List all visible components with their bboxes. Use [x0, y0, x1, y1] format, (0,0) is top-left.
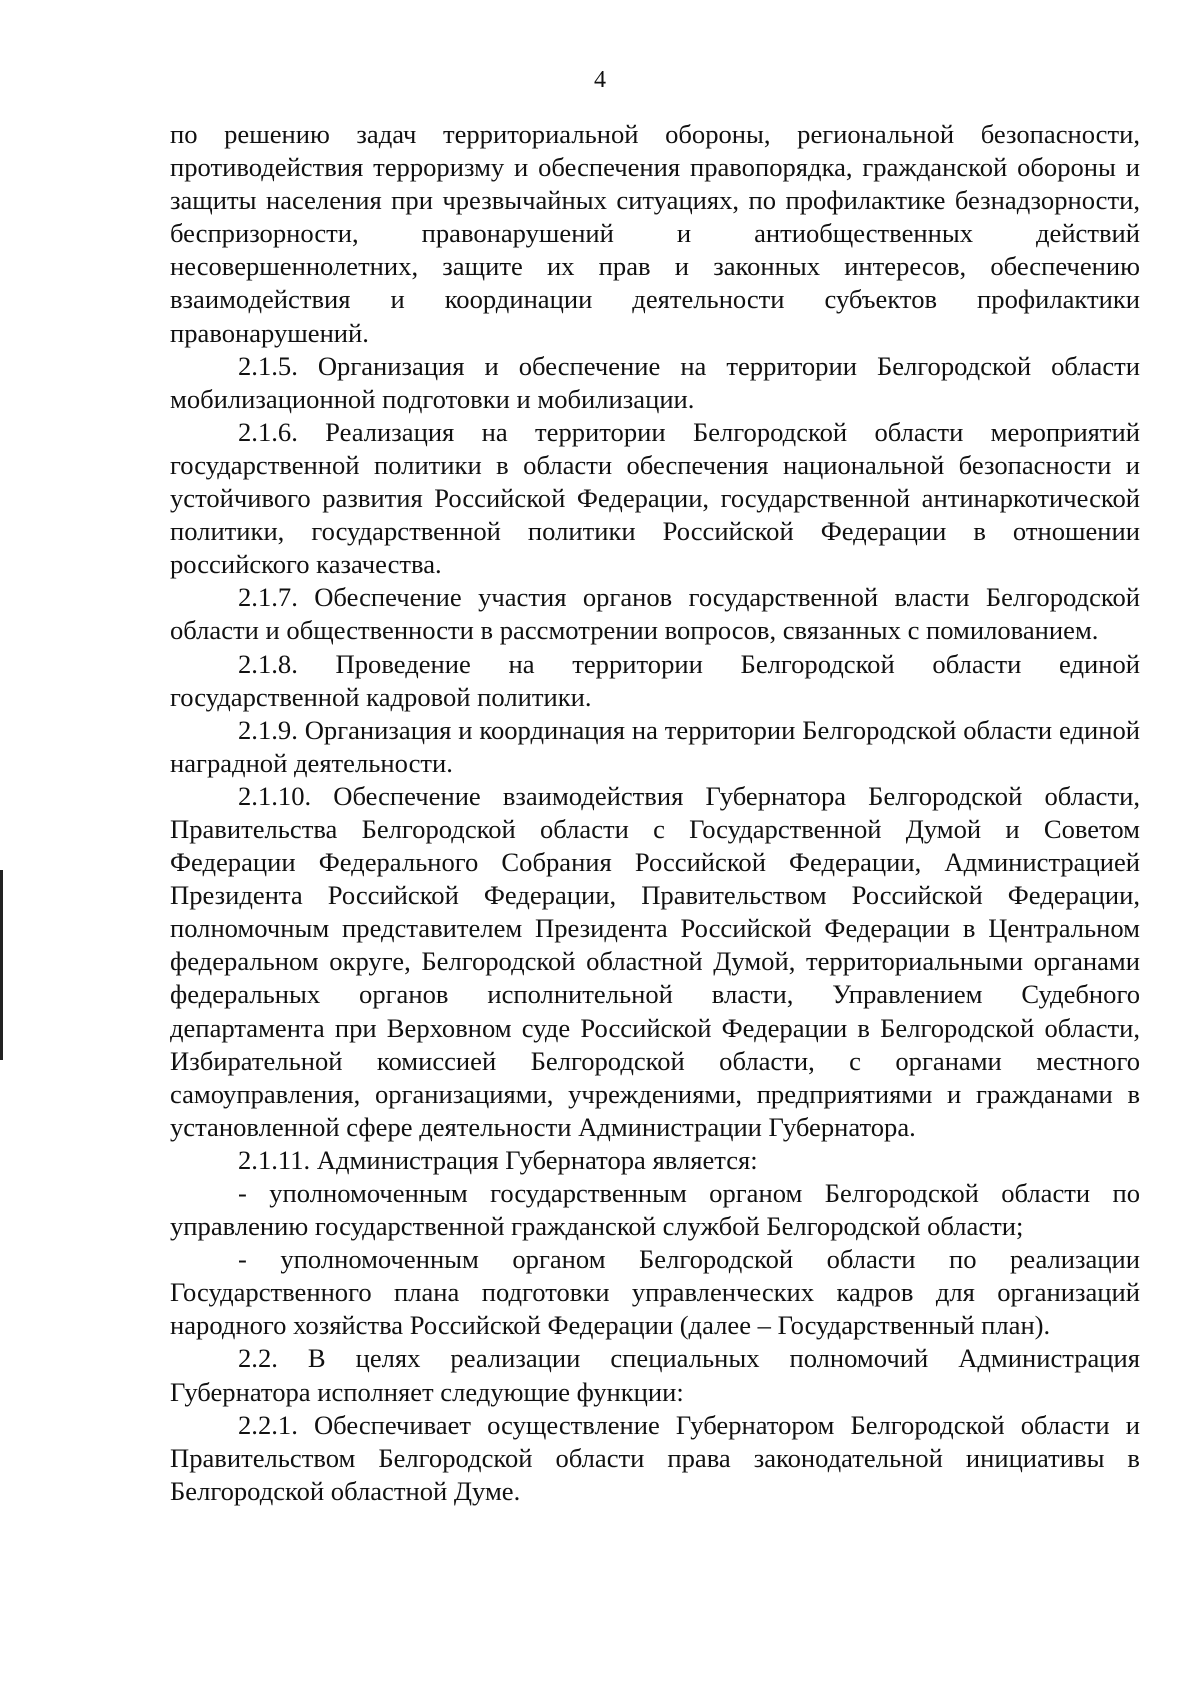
paragraph-2-1-7: 2.1.7. Обеспечение участия органов государственной власти Белгородской области и общественности в рассмотрении вопросов, связанных с помилованием. — [170, 582, 1140, 646]
paragraph-2-1-6: 2.1.6. Реализация на территории Белгородской области мероприятий государственной политики в области обеспечения национальной безопасности и устойчивого развития Российской Федерации, государственной антинаркотической политики, государственной политики Российской Федерации в отношении российского казачества. — [170, 416, 1140, 580]
paragraph-2-1-9: 2.1.9. Организация и координация на территории Белгородской области единой наградной деятельности. — [170, 714, 1140, 778]
document-body — [170, 118, 1140, 1508]
list-item-state-plan: - уполномоченным органом Белгородской области по реализации Государственного плана подготовки управленческих кадров для организаций народного хозяйства Российской Федерации (далее – Государственный план). — [170, 1244, 1140, 1341]
paragraph-2-1-8: 2.1.8. Проведение на территории Белгородской области единой государственной кадровой политики. — [170, 648, 1140, 712]
paragraph-2-1-10: 2.1.10. Обеспечение взаимодействия Губернатора Белгородской области, Правительства Белгородской области с Государственной Думой и Советом Федерации Федерального Собрания Российской Федерации, Администрацией Президента Российской Федерации, Правительством Российской Федерации, полномочным представителем Президента Российской Федерации в Центральном федеральном округе, Белгородской областной Думой, территориальными органами федеральных органов исполнительной власти, Управлением Судебного департамента при Верховном суде Российской Федерации в Белгородской области, Избирательной комиссией Белгородской области, с органами местного самоуправления, организациями, учреждениями, предприятиями и гражданами в установленной сфере деятельности Администрации Губернатора. — [170, 780, 1140, 1142]
paragraph-2-2-1: 2.2.1. Обеспечивает осуществление Губернатором Белгородской области и Правительством Белгородской области права законодательной инициативы в Белгородской областной Думе. — [170, 1409, 1140, 1506]
paragraph-2-1-5: 2.1.5. Организация и обеспечение на территории Белгородской области мобилизационной подготовки и мобилизации. — [170, 350, 1140, 414]
paragraph-2-2: 2.2. В целях реализации специальных полномочий Администрация Губернатора исполняет следующие функции: — [170, 1343, 1140, 1407]
list-item-civil-service: - уполномоченным государственным органом Белгородской области по управлению государственной гражданской службой Белгородской области; — [170, 1178, 1140, 1242]
page-number: 4 — [594, 67, 606, 93]
paragraph-continuation: по решению задач территориальной обороны, региональной безопасности, противодействия терроризму и обеспечения правопорядка, гражданской обороны и защиты населения при чрезвычайных ситуациях, по профилактике безнадзорности, беспризорности, правонарушений и антиобщественных действий несовершеннолетних, защите их прав и законных интересов, обеспечению взаимодействия и координации деятельности субъектов профилактики правонарушений. — [170, 119, 1140, 348]
paragraph-2-1-11: 2.1.11. Администрация Губернатора является: — [238, 1144, 758, 1175]
scan-edge-mark — [0, 870, 3, 1060]
